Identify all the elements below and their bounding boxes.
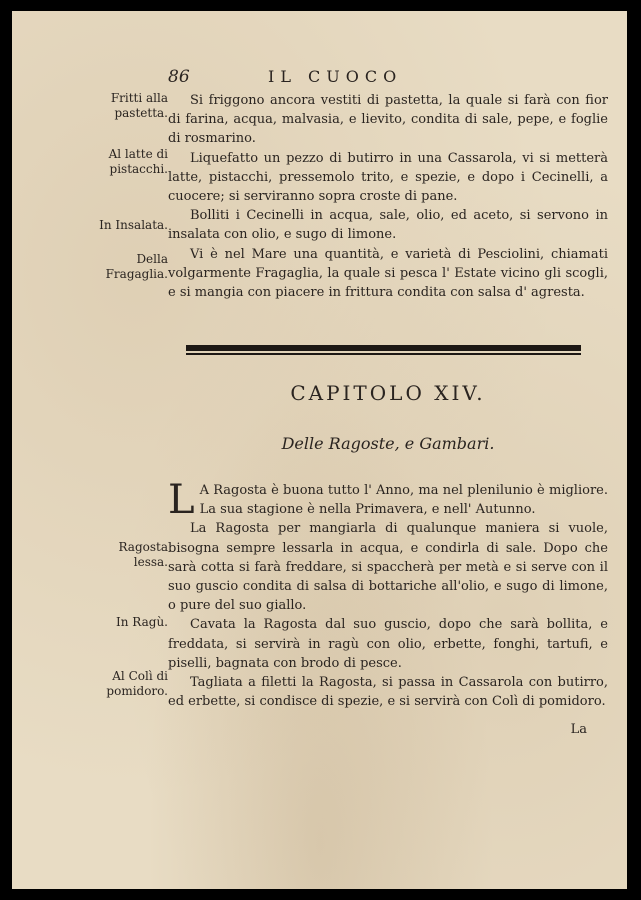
- paragraph: Vi è nel Mare una quantità, e varietà di Pesciolini, chiamati volgarmente Fragaglia, la quale si pesca l' Estate vicino gli scogli, e si mangia con piacere in frittura condita con salsa d' agresta.: [168, 246, 608, 301]
- paragraph-first: [168, 477, 608, 523]
- section-cecinelli: [168, 91, 608, 302]
- first-paragraph-text: A Ragosta è buona tutto l' Anno, ma nel plenilunio è migliore. La sua stagione è nella Primavera, e nell' Autunno.: [199, 483, 608, 518]
- page-header: [168, 67, 608, 91]
- margin-note-latte: Al latte di pistacchi.: [108, 147, 168, 176]
- margin-note-fragaglia: Della Fragaglia.: [105, 252, 168, 281]
- paragraph: La Ragosta per mangiarla di qualunque maniera si vuole, bisogna sempre lessarla in acqua, e condirla di sale. Dopo che sarà cotta si farà freddare, si spaccherà per metà e si serve con il suo guscio condita di salsa di bottariche all'olio, e sugo di limone, o pure del suo giallo.: [168, 521, 608, 614]
- chapter-title: CAPITOLO XIV.: [290, 381, 486, 405]
- drop-cap: L: [168, 477, 195, 523]
- margin-note-coli: Al Colì di pomidoro.: [106, 669, 168, 698]
- margin-note-insalata: In Insalata.: [99, 218, 168, 232]
- page-number: 86: [168, 67, 190, 87]
- margin-note-ragu: In Ragù.: [116, 615, 168, 629]
- chapter-divider-thin: [186, 353, 581, 355]
- section-ragoste: [168, 477, 608, 711]
- book-page: [12, 11, 627, 889]
- paragraph: Si friggono ancora vestiti di pastetta, la quale si farà con fior di farina, acqua, malvasia, e lievito, condita di sale, pepe, e foglie di rosmarino.: [168, 93, 608, 147]
- margin-note-ragosta-lessa: Ragosta lessa.: [118, 540, 168, 569]
- chapter-subtitle: Delle Ragoste, e Gambari.: [281, 434, 495, 453]
- margin-note-fritti: Fritti alla pastetta.: [110, 91, 168, 120]
- paragraph: Tagliata a filetti la Ragosta, si passa in Cassarola con butirro, ed erbette, si condisce di spezie, e si servirà con Colì di pomidoro.: [168, 675, 608, 710]
- paragraph: Cavata la Ragosta dal suo guscio, dopo che sarà bollita, e freddata, si servirà in ragù con olio, erbette, fonghi, tartufi, e piselli, bagnata con brodo di pesce.: [168, 617, 608, 671]
- running-title: IL CUOCO: [268, 67, 403, 86]
- chapter-divider-thick: [186, 345, 581, 351]
- catchword: La: [570, 722, 587, 737]
- paragraph: Bolliti i Cecinelli in acqua, sale, olio, ed aceto, si servono in insalata con olio, e sugo di limone.: [168, 208, 608, 243]
- paragraph: Liquefatto un pezzo di butirro in una Cassarola, vi si metterà latte, pistacchi, pressemolo trito, e spezie, e dopo i Cecinelli, a cuocere; si serviranno sopra croste di pane.: [168, 150, 608, 205]
